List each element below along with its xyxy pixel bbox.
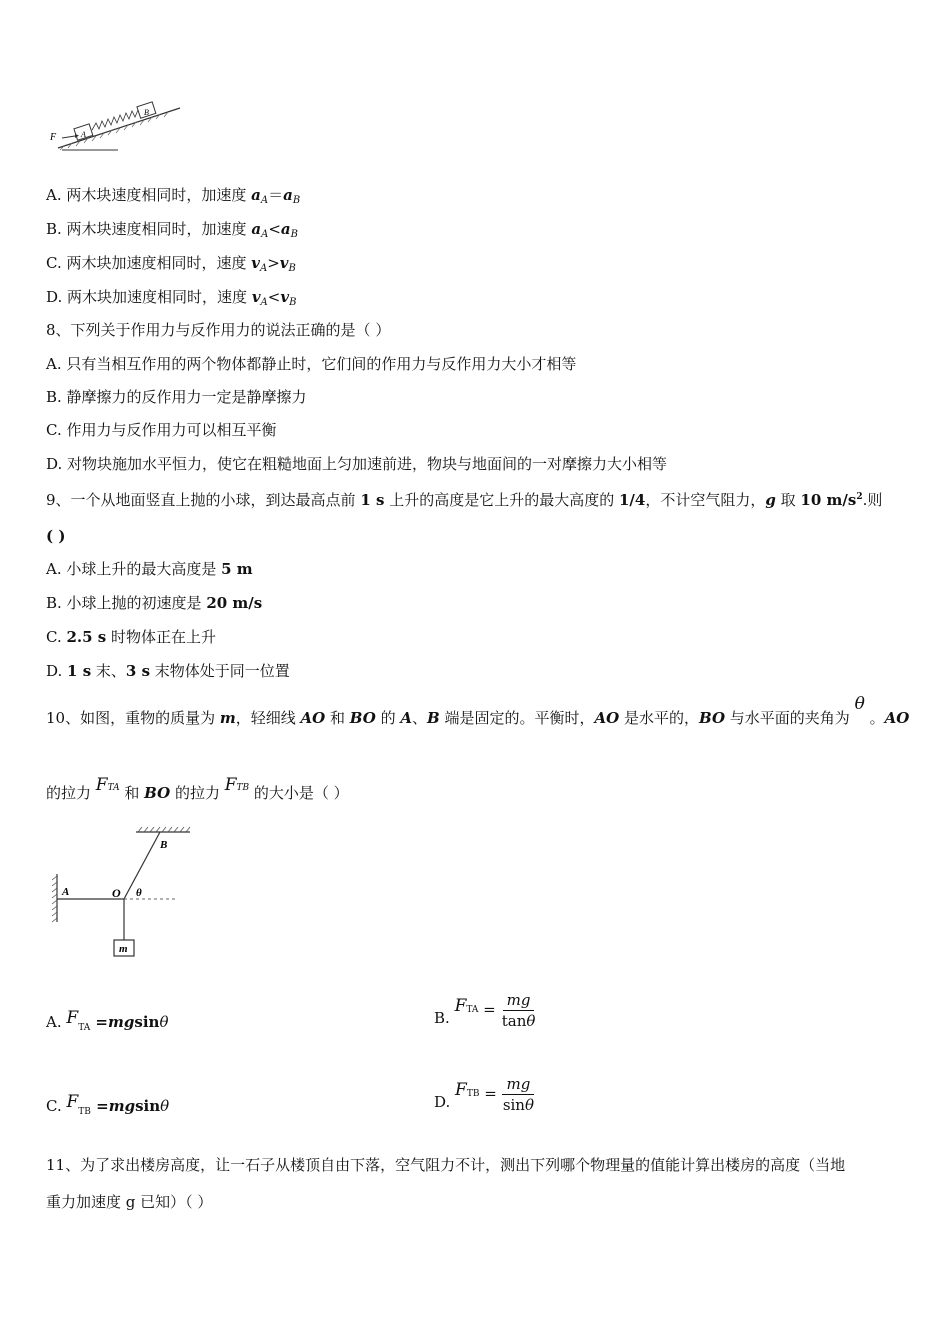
q10-stem-line2: 的拉力 $F_{TA}$ 和 BO 的拉力 $F_{TB}$ 的大小是（ ） xyxy=(46,775,349,802)
fig-label-o: O xyxy=(112,886,121,900)
q8-option-b: B. 静摩擦力的反作用力一定是静摩擦力 xyxy=(46,388,307,406)
q9-paren: ( ) xyxy=(46,527,66,545)
q9-option-c: C. 2.5 s 时物体正在上升 xyxy=(46,628,217,646)
fig-label-a: A xyxy=(62,886,70,898)
q7-option-b: B. 两木块速度相同时，加速度 $a_A<a_B$ xyxy=(46,220,298,240)
q8-option-a: A. 只有当相互作用的两个物体都静止时，它们间的作用力与反作用力大小才相等 xyxy=(46,355,577,373)
label-b: B xyxy=(144,108,149,117)
q10-option-c: C. $F_{TB} =mgsin\theta$ xyxy=(46,1092,170,1117)
q10-option-d: D. $F_{TB}$ = $\frac{mg}{\sin\theta}$ xyxy=(434,1075,534,1114)
q8-option-d: D. 对物块施加水平恒力，使它在粗糙地面上匀加速前进，物块与地面间的一对摩擦力大小相等 xyxy=(46,455,668,473)
q7-option-d: D. 两木块加速度相同时，速度 $v_A<v_B$ xyxy=(46,288,297,308)
incline-figure xyxy=(44,96,184,158)
q11-stem-line1: 11、为了求出楼房高度，让一石子从楼顶自由下落，空气阻力不计，测出下列哪个物理量的值能计算出楼房的高度（当地 xyxy=(46,1156,846,1174)
q9-option-a: A. 小球上升的最大高度是 5 m xyxy=(46,560,253,578)
q9-option-b: B. 小球上抛的初速度是 20 m/s xyxy=(46,594,263,612)
label-a: A xyxy=(81,130,86,139)
label-f: F xyxy=(50,132,57,143)
q8-stem: 8、下列关于作用力与反作用力的说法正确的是（ ） xyxy=(46,321,391,339)
q9-option-d: D. 1 s 末、3 s 末物体处于同一位置 xyxy=(46,662,290,680)
q10-option-a: A. $F_{TA} =mgsin\theta$ xyxy=(46,1008,169,1033)
q7-option-a: A. 两木块速度相同时，加速度 $a_A=a_B$ xyxy=(46,186,301,206)
fig-label-b: B xyxy=(160,839,168,851)
q9-stem: 9、一个从地面竖直上抛的小球，到达最高点前 1 s 上升的高度是它上升的最大高度的 1/4，不计空气阻力，g 取 10 $m/s^2$.则 xyxy=(46,491,883,509)
q11-stem-line2: 重力加速度 g 已知）（ ） xyxy=(46,1193,213,1211)
pulley-figure xyxy=(48,826,198,964)
fig-label-m: m xyxy=(119,943,128,955)
fig-label-theta: θ xyxy=(136,887,142,899)
q8-option-c: C. 作用力与反作用力可以相互平衡 xyxy=(46,421,277,439)
q7-option-c: C. 两木块加速度相同时，速度 $v_A>v_B$ xyxy=(46,254,296,274)
q10-option-b: B. $F_{TA}$ = $\frac{mg}{\tan\theta}$ xyxy=(434,991,536,1030)
q10-stem-line1: 10、如图，重物的质量为 m，轻细线 AO 和 BO 的 A、B 端是固定的。平衡时，AO 是水平的，BO 与水平面的夹角为 θ 。AO xyxy=(46,694,910,727)
